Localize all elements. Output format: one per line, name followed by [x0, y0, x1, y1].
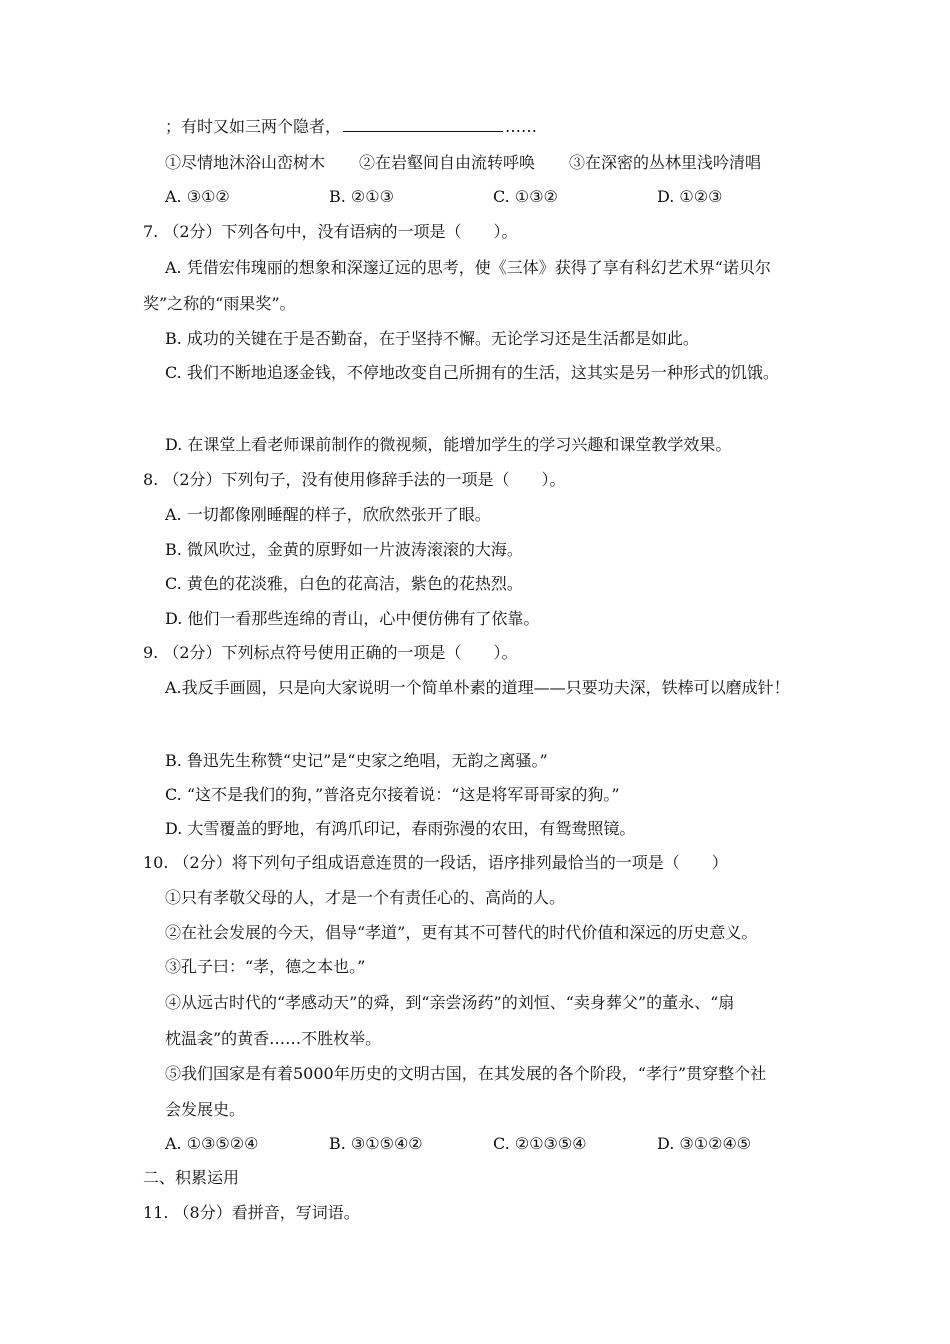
q8-option-c[interactable]: C. 黄色的花淡雅，白色的花高洁，紫色的花热烈。: [165, 574, 523, 593]
q9-option-b[interactable]: B. 鲁迅先生称赞“史记”是“史家之绝唱，无韵之离骚。”: [165, 751, 548, 770]
q10-stem: 10. （2分）将下列句子组成语意连贯的一段话，语序排列最恰当的一项是（ ）: [143, 853, 728, 872]
q6-option-d[interactable]: D. ①②③: [657, 187, 723, 206]
q7-option-a-line2[interactable]: 奖”之称的“雨果奖”。: [143, 294, 296, 313]
q9-option-c[interactable]: C. “这不是我们的狗，”普洛克尔接着说：“这是将军哥哥家的狗。”: [165, 785, 620, 804]
q11-stem: 11. （8分）看拼音，写词语。: [143, 1203, 360, 1222]
q7-option-b[interactable]: B. 成功的关键在于是否勤奋，在于坚持不懈。无论学习还是生活都是如此。: [165, 329, 699, 348]
q10-sentence-1: ①只有孝敬父母的人，才是一个有责任心的、高尚的人。: [165, 888, 566, 907]
q6-answer-blank[interactable]: [343, 117, 503, 132]
q7-option-d[interactable]: D. 在课堂上看老师课前制作的微视频，能增加学生的学习兴趣和课堂教学效果。: [165, 435, 732, 454]
q9-option-a[interactable]: A.我反手画圆，只是向大家说明一个简单朴素的道理——只要功夫深，铁棒可以磨成针！: [165, 678, 790, 697]
q8-stem: 8. （2分）下列句子，没有使用修辞手法的一项是（ ）。: [143, 470, 566, 489]
q7-option-c[interactable]: C. 我们不断地追逐金钱，不停地改变自己所拥有的生活，这其实是另一种形式的饥饿。: [165, 363, 779, 382]
q8-option-a[interactable]: A. 一切都像刚睡醒的样子，欣欣然张开了眼。: [165, 505, 491, 524]
q6-item-2: ②在岩壑间自由流转呼唤: [359, 153, 536, 172]
q10-sentence-4-line1: ④从远古时代的“孝感动天”的舜，到“亲尝汤药”的刘恒、“卖身葬父”的董永、“扇: [165, 993, 735, 1012]
section-heading: 二、积累运用: [143, 1168, 240, 1187]
q7-option-a-line1[interactable]: A. 凭借宏伟瑰丽的想象和深邃辽远的思考，使《三体》获得了享有科幻艺术界“诺贝尔: [165, 258, 771, 277]
q8-option-b[interactable]: B. 微风吹过，金黄的原野如一片波涛滚滚的大海。: [165, 540, 523, 559]
q10-sentence-5-line2: 会发展史。: [165, 1100, 246, 1119]
q6-item-1: ①尽情地沐浴山峦树木: [165, 153, 326, 172]
q7-stem: 7. （2分）下列各句中，没有语病的一项是（ ）。: [143, 222, 518, 241]
q6-fill-line: [165, 116, 537, 138]
q6-options: [165, 186, 821, 208]
q6-prefix: ；有时又如三两个隐者，: [165, 117, 342, 136]
q9-option-d[interactable]: D. 大雪覆盖的野地，有鸿爪印记，春雨弥漫的农田，有鸳鸯照镜。: [165, 819, 636, 838]
q10-sentence-2: ②在社会发展的今天，倡导“孝道”，更有其不可替代的时代价值和深远的历史意义。: [165, 923, 758, 942]
q6-option-a[interactable]: A. ③①②: [165, 187, 230, 206]
q10-option-a[interactable]: A. ①③⑤②④: [165, 1134, 259, 1153]
q10-option-c[interactable]: C. ②①③⑤④: [493, 1134, 587, 1153]
q6-option-b[interactable]: B. ②①③: [329, 187, 394, 206]
q6-option-c[interactable]: C. ①③②: [493, 187, 558, 206]
q9-stem: 9. （2分）下列标点符号使用正确的一项是（ ）。: [143, 643, 518, 662]
q6-suffix: ……: [505, 117, 538, 136]
q10-option-b[interactable]: B. ③①⑤④②: [329, 1134, 423, 1153]
q10-sentence-4-line2: 枕温衾”的黄香……不胜枚举。: [165, 1029, 382, 1048]
q6-items: [165, 152, 761, 174]
q10-sentence-3: ③孔子曰：“孝，德之本也。”: [165, 957, 366, 976]
q10-options: [165, 1133, 821, 1155]
q10-option-d[interactable]: D. ③①②④⑤: [657, 1134, 752, 1153]
q6-item-3: ③在深密的丛林里浅吟清唱: [569, 153, 762, 172]
q10-sentence-5-line1: ⑤我们国家是有着5000年历史的文明古国，在其发展的各个阶段，“孝行”贯穿整个社: [165, 1064, 767, 1083]
q8-option-d[interactable]: D. 他们一看那些连绵的青山，心中便仿佛有了依靠。: [165, 609, 540, 628]
